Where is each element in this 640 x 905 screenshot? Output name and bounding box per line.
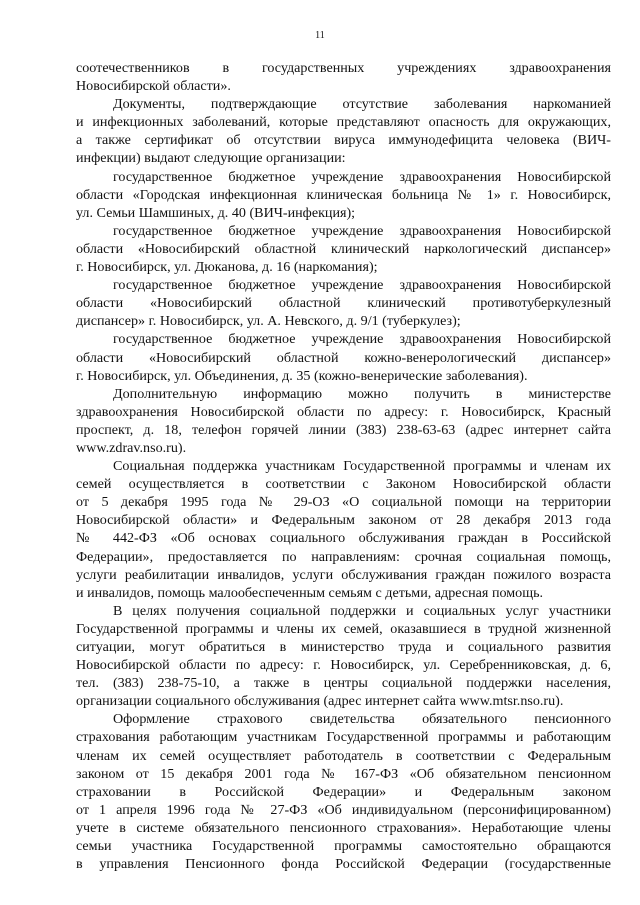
text-line: от 1 апреля 1996 года № 27-ФЗ «Об индивидуальном (персонифицированном): [76, 801, 611, 818]
text-line: г. Новосибирск, ул. Объединения, д. 35 (кожно-венерические заболевания).: [76, 367, 528, 384]
text-line: Новосибирской области» и Федеральным законом от 28 декабря 2013 года: [76, 512, 611, 529]
text-line: членам их семей осуществляет работодатель в соответствии с Федеральным: [76, 747, 611, 764]
text-line: Документы, подтверждающие отсутствие заболевания наркоманией: [113, 96, 611, 113]
text-line: страхования работающим участникам Государственной программы и работающим: [76, 729, 611, 746]
text-line: области «Новосибирский областной кожно-венерологический диспансер»: [76, 349, 611, 366]
text-line: инфекции) выдают следующие организации:: [76, 150, 346, 167]
text-line: услуги реабилитации инвалидов, услуги обслуживания граждан пожилого возраста: [76, 566, 611, 583]
text-line: и инфекционных заболеваний, которые представляют опасность для окружающих,: [76, 114, 611, 131]
text-line: учете в системе обязательного пенсионного страхования». Неработающие члены: [76, 819, 611, 836]
text-line: здравоохранения Новосибирской области по адресу: г. Новосибирск, Красный: [76, 403, 611, 420]
text-line: www.zdrav.nso.ru).: [76, 439, 187, 456]
text-line: ул. Семьи Шамшиных, д. 40 (ВИЧ-инфекция);: [76, 204, 356, 221]
text-line: В целях получения социальной поддержки и социальных услуг участники: [113, 602, 611, 619]
text-line: а также сертификат об отсутствии вируса иммунодефицита человека (ВИЧ-: [76, 132, 611, 149]
text-line: № 442-ФЗ «Об основах социального обслуживания граждан в Российской: [76, 530, 611, 547]
text-line: Федерации», предоставляется по направлениям: срочная социальная помощь,: [76, 548, 611, 565]
text-line: и инвалидов, помощь малообеспеченным семьям с детьми, адресная помощь.: [76, 584, 544, 601]
text-line: области «Городская инфекционная клиническая больница № 1» г. Новосибирск,: [76, 186, 611, 203]
text-line: Социальная поддержка участникам Государственной программы и членам их: [113, 458, 611, 475]
text-line: государственное бюджетное учреждение здравоохранения Новосибирской: [113, 331, 611, 348]
text-line: г. Новосибирск, ул. Дюканова, д. 16 (наркомания);: [76, 259, 378, 276]
text-line: семьи участника Государственной программы самостоятельно обращаются: [76, 838, 611, 855]
text-line: Дополнительную информацию можно получить в министерстве: [113, 385, 611, 402]
page-number: 11: [315, 30, 325, 41]
text-line: ситуации, могут обратиться в министерство труда и социального развития: [76, 639, 611, 655]
text-line: Государственной программы и члены их семей, оказавшиеся в трудной жизненной: [76, 620, 611, 637]
text-line: законом от 15 декабря 2001 года № 167-ФЗ «Об обязательном пенсионном: [76, 765, 611, 782]
text-line: организации социального обслуживания (адрес интернет сайта www.mtsr.nso.ru).: [76, 693, 564, 710]
text-line: от 5 декабря 1995 года № 29-ОЗ «О социальной помощи на территории: [76, 494, 611, 511]
text-line: области «Новосибирский областной клинический противотуберкулезный: [76, 295, 611, 312]
text-line: Новосибирской области по адресу: г. Новосибирск, ул. Серебренниковская, д. 6,: [76, 657, 611, 674]
text-line: соотечественников в государственных учреждениях здравоохранения: [76, 60, 611, 76]
text-line: государственное бюджетное учреждение здравоохранения Новосибирской: [113, 168, 611, 185]
text-line: Оформление страхового свидетельства обязательного пенсионного: [113, 711, 611, 728]
text-line: тел. (383) 238-75-10, а также в центры социальной поддержки населения,: [76, 675, 611, 692]
text-line: государственное бюджетное учреждение здравоохранения Новосибирской: [113, 277, 611, 294]
text-line: государственное бюджетное учреждение здравоохранения Новосибирской: [113, 222, 611, 239]
text-line: диспансер» г. Новосибирск, ул. А. Невского, д. 9/1 (туберкулез);: [76, 313, 461, 330]
text-line: страховании в Российской Федерации» и Федеральным законом: [76, 783, 611, 800]
document-body: [76, 59, 611, 873]
text-line: проспект, д. 18, телефон горячей линии (383) 238-63-63 (адрес интернет сайта: [76, 421, 611, 438]
text-line: в управления Пенсионного фонда Российской Федерации (государственные: [76, 856, 611, 873]
text-line: Новосибирской области».: [76, 78, 231, 95]
text-line: семей осуществляется в соответствии с Законом Новосибирской области: [76, 476, 611, 493]
text-line: области «Новосибирский областной клинический наркологический диспансер»: [76, 240, 611, 257]
